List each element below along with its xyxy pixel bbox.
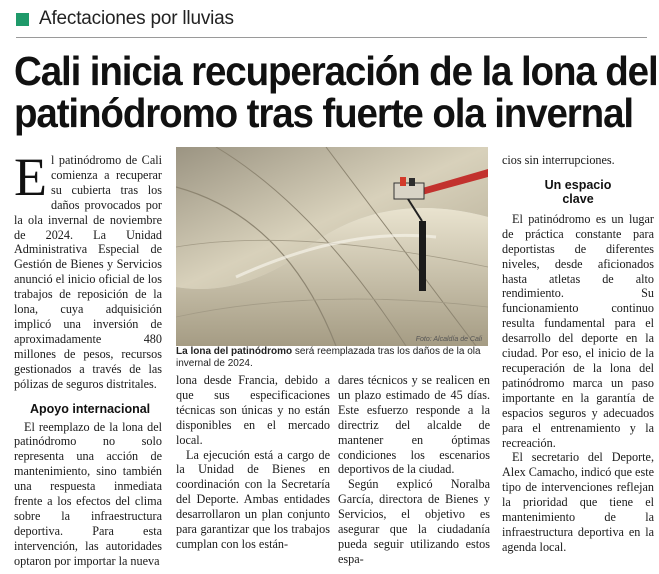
article-column-2 (176, 373, 330, 552)
headline-line-2: patinódromo tras fuerte ola invernal (14, 90, 633, 136)
headline-line-1: Cali inicia recuperación de la lona del (14, 48, 658, 94)
paragraph: El patinódromo es un lugar de práctica constante para deportistas de diferentes niveles, desde aficionados hasta atletas de alto rendimiento. Su funcionamiento continuo resulta fundamental para el desarrollo del deporte en la ciudad. Por eso, el inicio de la recuperación de la lona del patinódromo marca un paso importante en la garantía de espacios seguros y adecuados para el entrenamiento y la recreación. (502, 211, 654, 450)
paragraph: Según explicó Noralba García, directora de Bienes y Servicios, el objetivo es asegurar que la ciudadanía pueda seguir utilizando estos espa- (338, 477, 490, 566)
paragraph: dares técnicos y se realicen en un plazo estimado de 45 días. Este esfuerzo responde a la directriz del alcalde de mantener en óptimas condiciones los escenarios deportivos de la ciudad. (338, 373, 490, 477)
subhead-apoyo-internacional: Apoyo internacional (30, 401, 151, 416)
subhead-line-1: Un espacio (544, 177, 612, 192)
section-header (16, 8, 234, 30)
section-label: Afectaciones por lluvias (39, 8, 234, 29)
article-column-1 (14, 147, 162, 569)
article-photo (176, 147, 488, 346)
lead-paragraph (14, 147, 162, 392)
article-column-4 (502, 153, 654, 555)
paragraph: La ejecución está a cargo de la Unidad de Bienes en coordinación con la Secretaría del Deporte. Ambas entidades desarrollaron un plan conjunto para garantizar que los trabajos cumplan con los están- (176, 447, 330, 551)
subhead-line-2: clave (562, 191, 594, 206)
photo-credit: Foto: Alcaldía de Cali (415, 336, 482, 343)
lead-text: l patinódromo de Cali comienza a recuperar su cubierta tras los daños provocados por la ola invernal de noviembre de 2024. La Unidad Administrativa Especial de Gestión de Bienes y Servicios anunció el inicio oficial de los trabajos de reposición de la lona, cuya adquisición implicó una inversión de aproximadamente 480 millones de pesos, recursos gestionados a través de las pólizas de seguros distritales. (14, 153, 162, 391)
header-divider (16, 37, 647, 38)
photo-caption (176, 346, 488, 370)
section-square-icon (16, 13, 29, 26)
headline (14, 48, 658, 136)
patinodromo-roof-image (176, 147, 488, 346)
paragraph: El reemplazo de la lona del patinódromo no solo representa una acción de mantenimiento, sino también una respuesta inmediata frente a los efectos del clima sobre la infraestructura deportiva. Para esta intervención, las autoridades optaron por importar la nueva (14, 419, 162, 568)
caption-text: será reemplazada tras los daños de la ola invernal de 2024. (176, 346, 481, 369)
paragraph: El secretario del Deporte, Alex Camacho, indicó que este tipo de intervenciones reflejan la prioridad que tiene el mantenimiento de la infraestructura deportiva en la agenda local. (502, 450, 654, 554)
article-column-3 (338, 373, 490, 567)
paragraph: lona desde Francia, debido a que sus especificaciones técnicas son únicas y no están disponibles en el mercado local. (176, 373, 330, 447)
paragraph: cios sin interrupciones. (502, 153, 615, 167)
subhead-un-espacio-clave (502, 178, 654, 206)
caption-bold: La lona del patinódromo (176, 346, 293, 357)
drop-cap: E (14, 147, 47, 207)
